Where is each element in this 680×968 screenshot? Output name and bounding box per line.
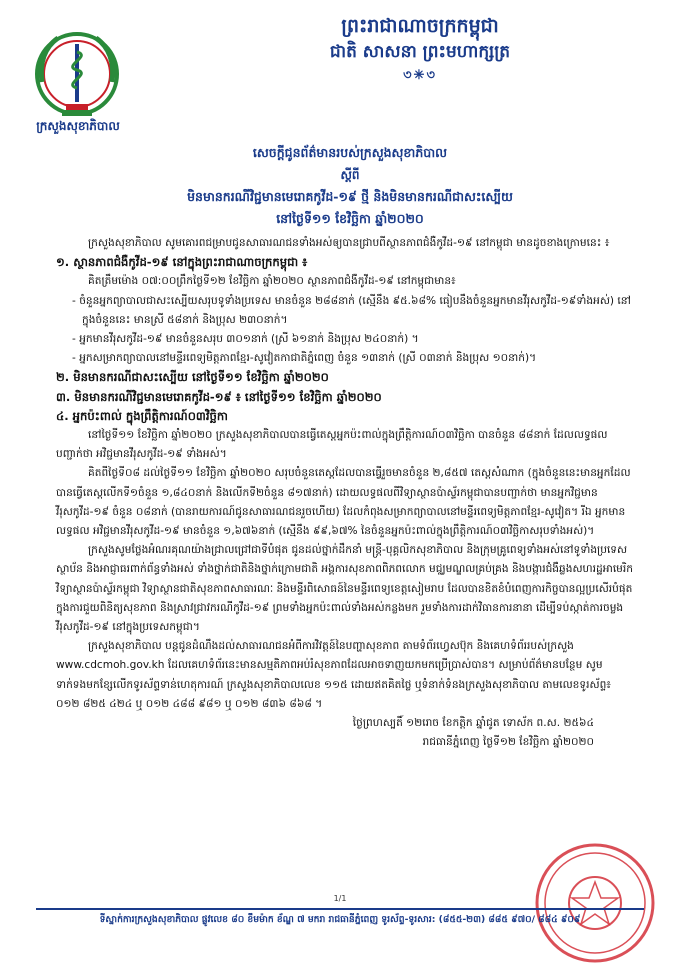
section-2-heading: ២. មិនមានករណីជាសះស្បើយ នៅថ្ងៃទី១១ ខែវិច្ឆិកា ឆ្នាំ២០២០: [56, 370, 329, 385]
national-motto: ជាតិ សាសនា ព្រះមហាក្សត្រ: [329, 42, 511, 62]
section-4-heading: ៤. អ្នកប៉ះពាល់ ក្នុងព្រឹត្តិការណ៍០៣វិច្ឆិកា: [56, 408, 228, 423]
kingdom-title: ព្រះរាជាណាចក្រកម្ពុជា: [341, 15, 499, 37]
page-number: 1/1: [333, 894, 347, 903]
document-title: [120, 142, 580, 230]
section-1-bullets: [56, 292, 634, 369]
date-solar: រាជធានីភ្នំពេញ ថ្ងៃទី១២ ខែវិច្ឆិកា ឆ្នាំ២០២០: [422, 736, 594, 749]
bullet-recovered: - ចំនួនអ្នកព្យាបាលជាសះស្បើយសរុបទូទាំងប្រទេស មានចំនួន ២៨៨នាក់ (ស្មើនឹង ៩៥.៦៨% ធៀបនឹងចំនួនអ្នកមានវីរុសកូវីដ-១៩ទាំងអស់) នៅក្នុងចំនួននេះ មានស្រី ៥៨នាក់ និងប្រុស ២៣០នាក់។: [72, 294, 631, 326]
section-4-paragraph-3: ក្រសួងសូមថ្លែងអំណរគុណយ៉ាងជ្រាលជ្រៅជាទីបំផុត ជូនដល់ថ្នាក់ដឹកនាំ មន្ត្រី-បុគ្គលិកសុខាភិបាល និងក្រុមគ្រូពេទ្យទាំងអស់នៅទូទាំងប្រទេស ស្ថាប័ន និងអាជ្ញាធរពាក់ព័ន្ធទាំងអស់ ទាំងថ្នាក់ជាតិនិងថ្នាក់ក្រោមជាតិ អង្គការសុខភាពពិភពលោក មជ្ឈមណ្ឌលគ្រប់គ្រង និងបង្ការជំងឺឆ្លងសហរដ្ឋអាមេរិក វិទ្យាស្ថានប៉ាស្ទ័រកម្ពុជា វិទ្យាស្ថានជាតិសុខភាពសាធារណៈ និងមន្ទីរពិសោធន៍នៃមន្ទីរពេទ្យខេត្តសៀមរាប ដែលបានខិតខំបំពេញការកិច្ចបានល្អប្រសើរបំផុត ក្នុងការជួយពិនិត្យសុខភាព និងស្រាវជ្រាវករណីកូវីដ-១៩ ព្រមទាំងអ្នកប៉ះពាល់ទាំងអស់កន្លងមក រួមទាំងការដាក់វិធានការនានា ដើម្បីទប់ស្កាត់ការចម្លងវីរុសកូវីដ-១៩ នៅក្នុងប្រទេសកម្ពុជា។: [56, 544, 633, 634]
title-line-4: នៅថ្ងៃទី១១ ខែវិច្ឆិកា ឆ្នាំ២០២០: [276, 211, 424, 226]
section-4-paragraph-1: នៅថ្ងៃទី១១ ខែវិច្ឆិកា ឆ្នាំ២០២០ ក្រសួងសុខាភិបាលបានធ្វើតេស្តអ្នកប៉ះពាល់ក្នុងព្រឹត្តិការណ៍០៣វិច្ឆិកា បានចំនួន ៨៨នាក់ ដែលលទ្ធផលបញ្ជាក់ថា អវិជ្ជមានវីរុសកូវីដ-១៩ ទាំងអស់។: [56, 429, 608, 461]
section-3-heading: ៣. មិនមានករណីវិជ្ជមានមេរោគកូវីដ-១៩ ៖ នៅថ្ងៃទី១១ ខែវិច្ឆិកា ឆ្នាំ២០២០: [56, 389, 382, 404]
letterhead: [200, 14, 640, 84]
date-lunar: ថ្ងៃព្រហស្បតិ៍ ១២រោច ខែកត្តិក ឆ្នាំជូត ទោស័ក ព.ស. ២៥៦៤: [352, 717, 594, 730]
ministry-name-label: ក្រសួងសុខាភិបាល: [36, 119, 120, 133]
bullet-total-cases: - អ្នកមានវីរុសកូវីដ-១៩ មានចំនួនសរុប ៣០១នាក់ (ស្រី ៦១នាក់ និងប្រុស ២៤០នាក់) ។: [72, 333, 419, 346]
section-1-lead: គិតត្រឹមម៉ោង ០៧:០០ព្រឹកថ្ងៃទី១២ ខែវិច្ឆិកា ឆ្នាំ២០២០ ស្ថានភាពជំងឺកូវីដ-១៩ នៅកម្ពុជាមាន៖: [88, 275, 456, 288]
bullet-hospitalized: - អ្នកសម្រាកព្យាបាលនៅមន្ទីរពេទ្យមិត្តភាពខ្មែរ-សូវៀតកាជាតិភ្នំពេញ ចំនួន ១៣នាក់ (ស្រី ០៣នាក់ និងប្រុស ១០នាក់)។: [72, 352, 537, 365]
intro-paragraph: ក្រសួងសុខាភិបាល សូមគោរពជម្រាបជូនសាធារណជនទាំងអស់ឲ្យបានជ្រាបពីស្ថានភាពជំងឺកូវីដ-១៩ នៅកម្ពុជា មានដូចខាងក្រោមនេះ ៖: [88, 237, 610, 249]
ornament-divider: ৩✳৩: [403, 68, 437, 83]
footer-address: ទីស្នាក់ការក្រសួងសុខាភិបាល ផ្លូវលេខ ៨០ ខឹមម៉ាក ខ័ណ្ឌ ៧ មករា រាជធានីភ្នំពេញ ទូរស័ព្ទ-ទូរសារ: (៨៥៥-២៣) ៨៨៥ ៩៧០/ ៨៨៤ ៩០៩: [99, 914, 581, 925]
title-line-3: មិនមានករណីវិជ្ជមានមេរោគកូវីដ-១៩ ថ្មី និងមិនមានករណីជាសះស្បើយ: [187, 189, 513, 204]
official-stamp-icon: [530, 838, 660, 968]
title-line-1: សេចក្តីជូនព័ត៌មានរបស់ក្រសួងសុខាភិបាល: [252, 145, 448, 160]
section-1-heading: ១. ស្ថានភាពជំងឺកូវីដ-១៩ នៅក្នុងព្រះរាជាណាចក្រកម្ពុជា ៖: [56, 255, 308, 270]
document-body: [56, 234, 634, 752]
closing-paragraph: ក្រសួងសុខាភិបាល បន្តជូនដំណឹងដល់សាធារណជនអំពីការវិវត្តន៍នៃបញ្ហាសុខភាព តាមទំព័រហ្វេសប៊ុក និងគេហទំព័ររបស់ក្រសួង www.cdcmoh.gov.kh ដែលគេហទំព័រនេះមានសម្មតិភាពអប់រំសុខភាពដែលអាចទាញយកមកប្រើប្រាស់បាន។ សម្រាប់ព័ត៌មានបន្ថែម សូមទាក់ទងមកខ្សែលើកទូរស័ព្ទទាន់ហេតុការណ៍ ក្រសួងសុខាភិបាលលេខ ១១៥ ដោយឥតគិតថ្លៃ ឬទំនាក់ទំនងក្រសួងសុខាភិបាល តាមលេខទូរស័ព្ទ៖ ០១២ ៨២៥ ៤២៤ ឬ ០១២ ៤៨៨ ៩៨១ ឬ ០១២ ៨៣៦ ៨៦៨ ។: [56, 640, 611, 710]
title-line-2: ស្តីពី: [340, 168, 360, 182]
ministry-logo-icon: [22, 22, 132, 132]
footer-divider: [36, 908, 644, 910]
section-4-paragraph-2: គិតពីថ្ងៃទី០៨ ដល់ថ្ងៃទី១១ ខែវិច្ឆិកា ឆ្នាំ២០២០ សរុបចំនួនតេស្តដែលបានធ្វើរួចមានចំនួន ២,៨៥៧ តេស្តសំណាក (ក្នុងចំនួននេះមានអ្នកដែលបានធ្វើតេស្តលើកទី១ចំនួន ១,៨៤០នាក់ និងលើកទី២ចំនួន ៨១៧នាក់) ដោយលទ្ធផលពីវិទ្យាស្ថានប៉ាស្ទ័រកម្ពុជាបានបញ្ជាក់ថា មានអ្នកវិជ្ជមានវីរុសកូវីដ-១៩ ចំនួន ០៨នាក់ (បានរាយការណ៍ជូនសាធារណជនរួចហើយ) ដែលកំពុងសម្រាកព្យាបាលនៅមន្ទីរពេទ្យមិត្តភាពខ្មែរ-សូវៀត។ រីឯ អ្នកមានលទ្ធផល អវិជ្ជមានវីរុសកូវីដ-១៩ មានចំនួន ១,៦៧៦នាក់ (ស្មើនឹង ៩៩,៦៧% នៃចំនួនអ្នកប៉ះពាល់ក្នុងព្រឹត្តិការណ៍០៣វិច្ឆិកាសរុបទាំងអស់)។: [56, 467, 631, 538]
